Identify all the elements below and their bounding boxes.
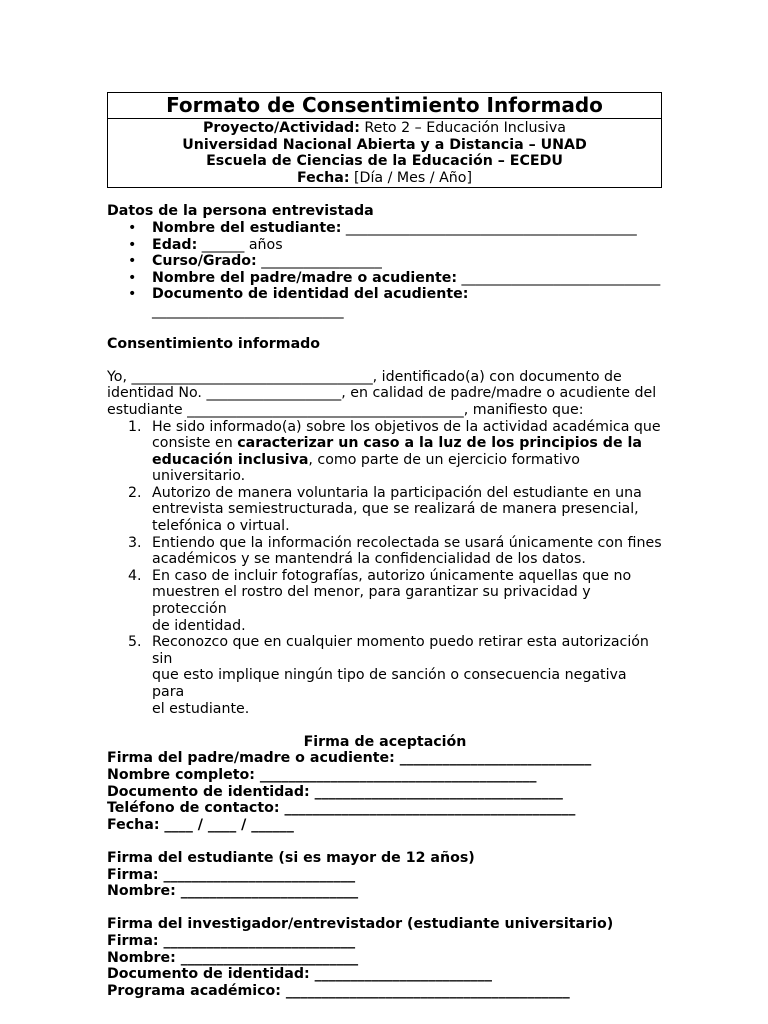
student-name-field[interactable]: Nombre: _________________________ [107, 883, 359, 900]
consent-item-5: 5. Reconozco que en cualquier momento puedo retirar esta autorización sin que esto implique ningún tipo de sanción o consecuencia negativa para el estudiante. [128, 634, 649, 717]
date-line [108, 170, 661, 187]
project-label: Proyecto/Actividad: [203, 120, 360, 136]
researcher-signature-heading: Firma del investigador/entrevistador (estudiante universitario) [107, 916, 614, 933]
date-label: Fecha: [297, 169, 350, 186]
signatures-heading: Firma de aceptación [303, 733, 467, 750]
consent-item-4: 4. En caso de incluir fotografías, autorizo únicamente aquellas que no muestren el rostro del menor, para garantizar su privacidad y protección de identidad. [128, 567, 632, 634]
field-student-name[interactable]: • Nombre del estudiante: _________________________________________ [128, 219, 637, 236]
field-age[interactable]: • Edad: ______ años [128, 236, 283, 253]
researcher-program-field[interactable]: Programa académico: ________________________________________ [107, 982, 570, 999]
interviewee-heading: Datos de la persona entrevistada [107, 203, 374, 220]
consent-items [107, 419, 663, 718]
date-value: [Día / Mes / Año] [349, 169, 472, 186]
researcher-signature-field[interactable]: Firma: ___________________________ [107, 932, 356, 949]
bullet-icon: • [128, 269, 137, 286]
parent-date-field[interactable]: Fecha: ____ / ____ / ______ [107, 816, 294, 833]
student-signature-field[interactable]: Firma: ___________________________ [107, 866, 356, 883]
document-title: Formato de Consentimiento Informado [108, 93, 661, 119]
student-signature-heading: Firma del estudiante (si es mayor de 12 años) [107, 849, 475, 866]
header-info [108, 119, 661, 187]
school-line: Escuela de Ciencias de la Educación – ECEDU [206, 153, 563, 170]
header-box [107, 92, 662, 188]
parent-signature-field[interactable]: Firma del padre/madre o acudiente: ___________________________ [107, 750, 592, 767]
parent-signature-block [107, 750, 663, 833]
consent-item-1: 1. He sido informado(a) sobre los objetivos de la actividad académica que consiste en caracterizar un caso a la luz de los principios de la educación inclusiva, como parte de un ejercicio formativo universitario. [128, 418, 661, 485]
student-signature-block [107, 850, 663, 900]
consent-heading: Consentimiento informado [107, 335, 321, 352]
researcher-id-field[interactable]: Documento de identidad: _________________________ [107, 966, 492, 983]
field-grade[interactable]: • Curso/Grado: _________________ [128, 253, 382, 270]
researcher-signature-block [107, 916, 663, 999]
project-value: Reto 2 – Educación Inclusiva [359, 120, 566, 136]
bullet-icon: • [128, 253, 137, 270]
researcher-name-field[interactable]: Nombre: _________________________ [107, 949, 359, 966]
parent-phone-field[interactable]: Teléfono de contacto: _________________________________________ [107, 800, 576, 817]
consent-item-3: 3. Entiendo que la información recolectada se usará únicamente con fines académicos y se mantendrá la confidencialidad de los datos. [128, 534, 662, 568]
consent-item-2: 2. Autorizo de manera voluntaria la participación del estudiante en una entrevista semiestructurada, que se realizará de manera presencial, telefónica o virtual. [128, 484, 642, 535]
bullet-icon: • [128, 286, 137, 303]
bullet-icon: • [128, 219, 137, 236]
parent-id-field[interactable]: Documento de identidad: ___________________________________ [107, 783, 563, 800]
interviewee-fields [107, 220, 663, 320]
field-guardian-name[interactable]: • Nombre del padre/madre o acudiente: ____________________________ [128, 269, 661, 286]
field-guardian-id[interactable]: • Documento de identidad del acudiente: ___________________________ [128, 286, 469, 319]
consent-document [107, 92, 663, 999]
project-line [108, 120, 661, 137]
university-line: Universidad Nacional Abierta y a Distancia – UNAD [182, 136, 587, 153]
parent-fullname-field[interactable]: Nombre completo: _______________________________________ [107, 766, 537, 783]
bullet-icon: • [128, 236, 137, 253]
consent-intro: Yo, __________________________________, identificado(a) con documento de identidad No. ___________________, en calidad de padre/madre o acudiente del estudiante _______________________________________, manifiesto que: [107, 368, 657, 418]
